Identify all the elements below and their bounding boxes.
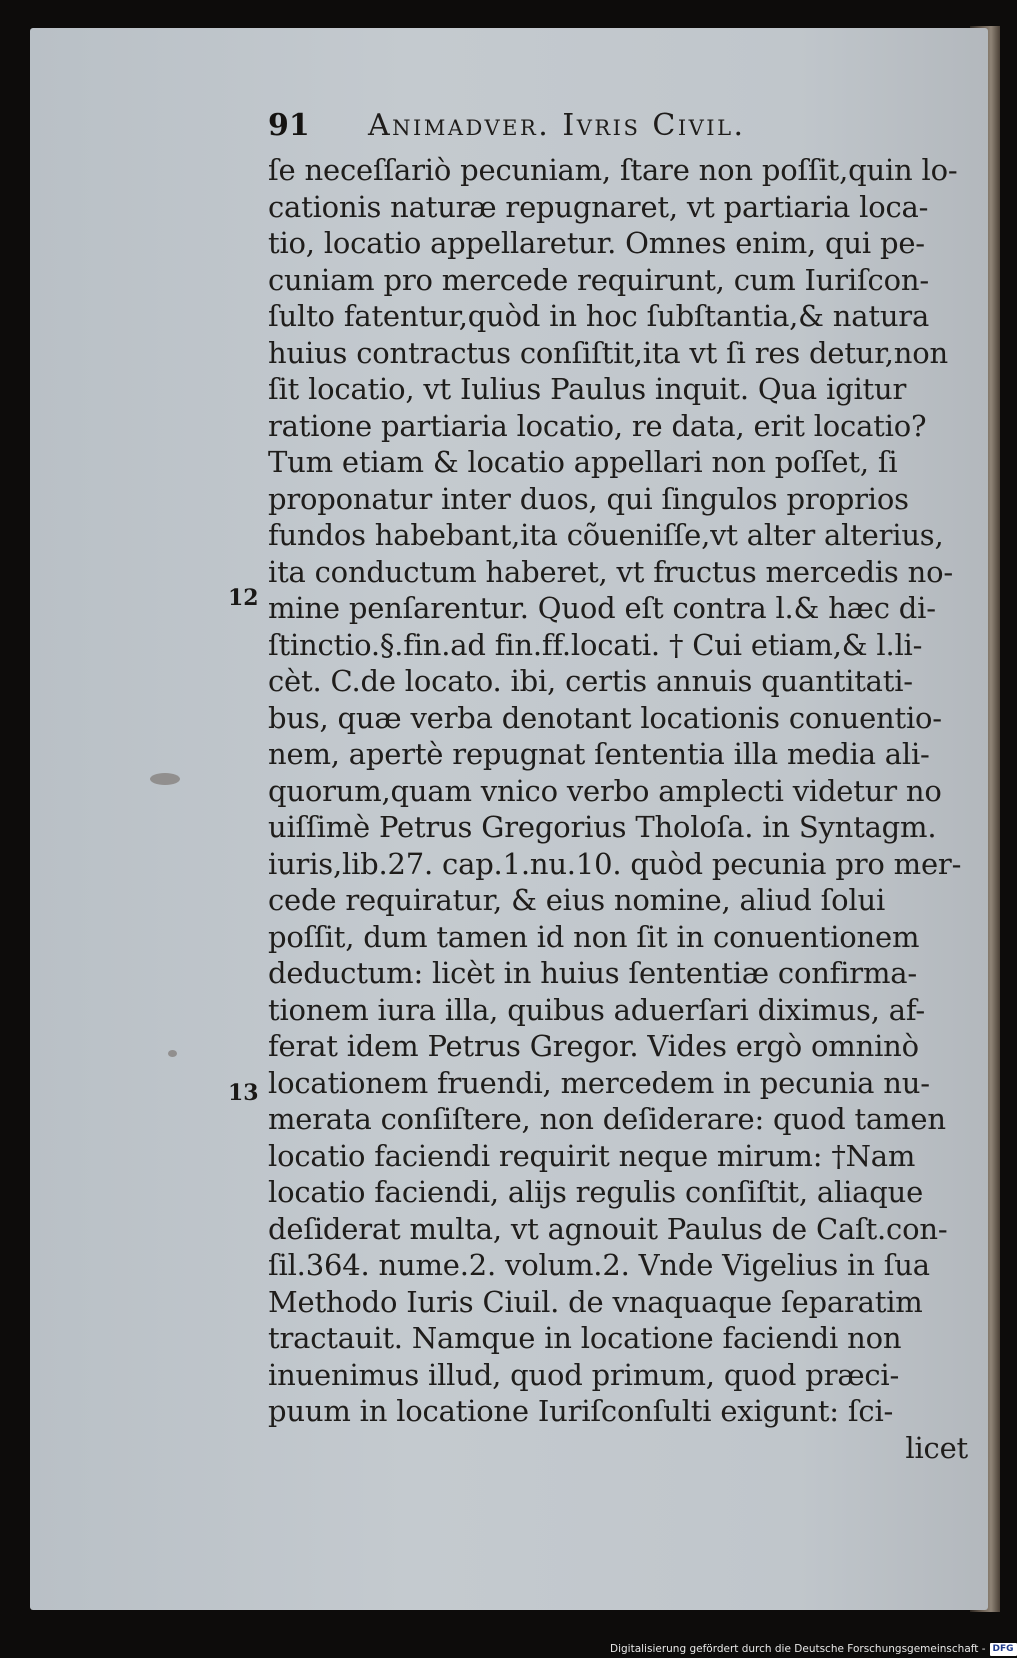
text-line: merata conſiſtere, non deſiderare: quod tamen (268, 1102, 946, 1136)
footer (610, 1640, 1017, 1658)
text-line: fundos habebant,ita cõueniſſe,vt alter alterius, (268, 518, 944, 552)
text-line: locationem fruendi, mercedem in pecunia nu- (268, 1065, 930, 1100)
body-text (268, 152, 968, 1466)
running-head (268, 108, 968, 152)
text-line: proponatur inter duos, qui ſingulos proprios (268, 481, 909, 516)
text-line: ſtinctio.§.fin.ad fin.ff.locati. † Cui etiam,& l.li- (268, 627, 923, 662)
text-line: Methodo Iuris Ciuil. de vnaquaque ſeparatim (268, 1284, 923, 1319)
text-line: ſulto fatentur,quòd in hoc ſubſtantia,& natura (268, 299, 930, 333)
text-line: locatio faciendi, alijs regulis conſiſtit, aliaque (268, 1175, 924, 1209)
text-line: puum in locatione Iuriſconſulti exigunt: ſci- (268, 1394, 894, 1428)
page-number: 91 (268, 108, 310, 143)
text-line: nem, apertè repugnat ſententia illa media ali- (268, 737, 930, 771)
text-line: tionem iura illa, quibus aduerſari diximus, af- (268, 992, 925, 1027)
text-line: iuris,lib.27. cap.1.nu.10. quòd pecunia pro mer- (268, 846, 962, 881)
text-line: licet (905, 1430, 968, 1465)
text-block (268, 108, 968, 1466)
text-line: tractauit. Namque in locatione faciendi non (268, 1321, 902, 1355)
text-line: mine penſarentur. Quod eſt contra l.& hæc di- (268, 591, 936, 625)
text-line: quorum,quam vnico verbo amplecti videtur no (268, 773, 942, 808)
text-line: locatio faciendi requirit neque mirum: †Nam (268, 1138, 916, 1173)
text-line: uiſſimè Petrus Gregorius Tholoſa. in Syntagm. (268, 810, 937, 844)
running-title: Animadver. Ivris Civil. (368, 108, 746, 143)
text-line: poſſit, dum tamen id non ſit in conuentionem (268, 919, 920, 954)
text-line: cèt. C.de locato. ibi, certis annuis quantitati- (268, 664, 913, 698)
text-line: inuenimus illud, quod primum, quod præci- (268, 1357, 900, 1392)
text-line: ferat idem Petrus Gregor. Vides ergò omninò (268, 1029, 919, 1063)
text-line: bus, quæ verba denotant locationis conuentio- (268, 700, 942, 735)
text-line: tio, locatio appellaretur. Omnes enim, qui pe- (268, 226, 925, 260)
margin-number: 12 (228, 585, 259, 611)
text-line: ſil.364. nume.2. volum.2. Vnde Vigelius in ſua (268, 1248, 930, 1282)
margin-number: 13 (228, 1080, 259, 1106)
text-line: ita conductum haberet, vt fructus mercedis no- (268, 554, 953, 589)
footer-text: Digitalisierung gefördert durch die Deutsche Forschungsgemeinschaft - (610, 1643, 986, 1655)
text-line: cede requiratur, & eius nomine, aliud ſolui (268, 883, 886, 917)
ink-stain (150, 773, 180, 785)
dfg-logo: DFG (990, 1643, 1017, 1656)
text-line: cuniam pro mercede requirunt, cum Iuriſcon- (268, 262, 929, 297)
text-line: ſe neceſſariò pecuniam, ſtare non poſſit,quin lo- (268, 153, 958, 187)
text-line: ſit locatio, vt Iulius Paulus inquit. Qua igitur (268, 372, 907, 406)
text-line: huius contractus conſiſtit,ita vt ſi res detur,non (268, 335, 948, 370)
ink-stain (168, 1050, 177, 1057)
text-line: deſiderat multa, vt agnouit Paulus de Caſt.con- (268, 1211, 948, 1246)
text-line: deductum: licèt in huius ſententiæ confirma- (268, 956, 917, 990)
text-line: ratione partiaria locatio, re data, erit locatio? (268, 408, 927, 443)
text-line: Tum etiam & locatio appellari non poſſet, ſi (268, 445, 898, 479)
text-line: cationis naturæ repugnaret, vt partiaria loca- (268, 189, 929, 224)
